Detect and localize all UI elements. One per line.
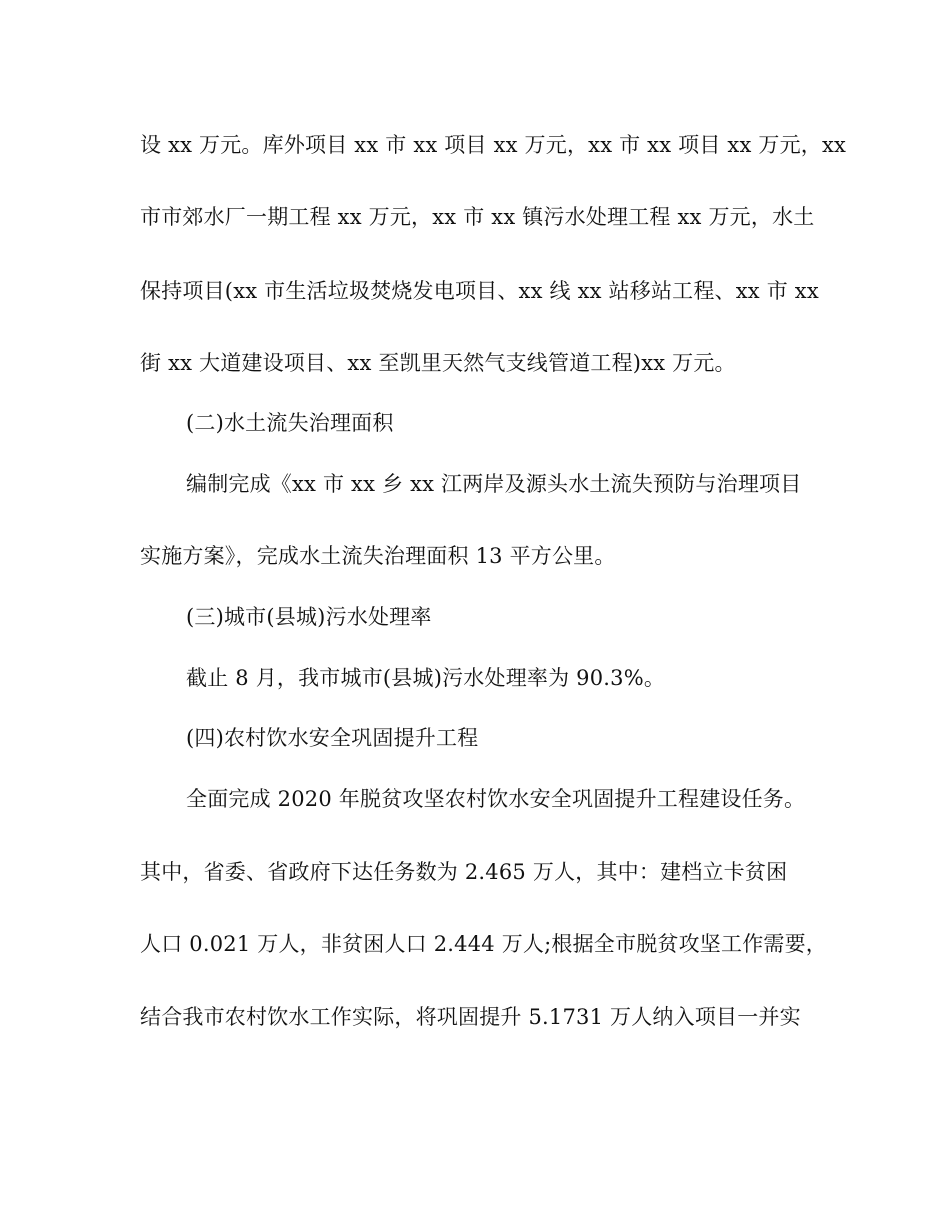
paragraph-line: 设 xx 万元。库外项目 xx 市 xx 项目 xx 万元，xx 市 xx 项目 xx 万元，xx	[140, 133, 847, 157]
paragraph-line: 全面完成 2020 年脱贫攻坚农村饮水安全巩固提升工程建设任务。	[186, 787, 806, 811]
paragraph-line: 截止 8 月，我市城市(县城)污水处理率为 90.3%。	[186, 666, 666, 690]
paragraph-line: 人口 0.021 万人，非贫困人口 2.444 万人;根据全市脱贫攻坚工作需要，	[140, 932, 828, 956]
paragraph-line: 结合我市农村饮水工作实际，将巩固提升 5.1731 万人纳入项目一并实	[140, 1005, 801, 1029]
paragraph-line: 实施方案》，完成水土流失治理面积 13 平方公里。	[140, 544, 616, 568]
paragraph-line: 市市郊水厂一期工程 xx 万元，xx 市 xx 镇污水处理工程 xx 万元，水土	[140, 205, 815, 229]
section-heading: (四)农村饮水安全巩固提升工程	[186, 726, 479, 750]
paragraph-line: 保持项目(xx 市生活垃圾焚烧发电项目、xx 线 xx 站移站工程、xx 市 xx	[140, 279, 819, 303]
paragraph-line: 编制完成《xx 市 xx 乡 xx 江两岸及源头水土流失预防与治理项目	[186, 472, 802, 496]
section-heading: (二)水土流失治理面积	[186, 411, 394, 435]
section-heading: (三)城市(县城)污水处理率	[186, 605, 432, 629]
paragraph-line: 街 xx 大道建设项目、xx 至凯里天然气支线管道工程)xx 万元。	[140, 351, 736, 375]
paragraph-line: 其中，省委、省政府下达任务数为 2.465 万人，其中：建档立卡贫困	[140, 860, 788, 884]
